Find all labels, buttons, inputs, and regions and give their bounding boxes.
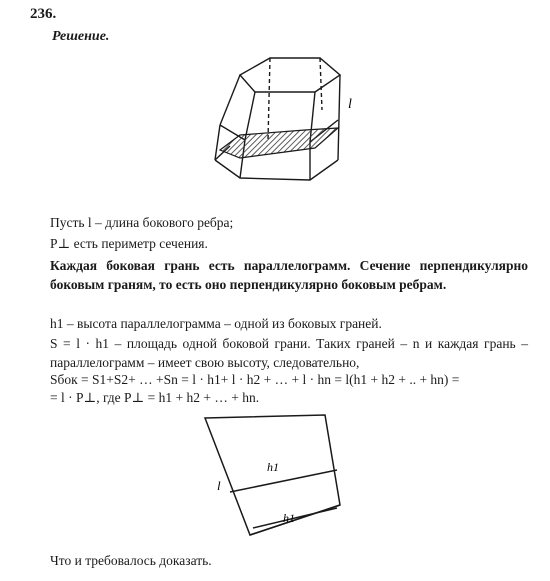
height-label-lower: h1 (283, 511, 295, 525)
conclusion-line: Что и требовалось доказать. (50, 553, 212, 568)
parallelogram-figure (195, 410, 370, 545)
text-line-1: Пусть l – длина бокового ребра; (50, 215, 234, 230)
edge-label-l: l (217, 478, 221, 493)
text-line-4: h1 – высота параллелограмма – одной из боковых граней. (50, 316, 382, 331)
lateral-edge (245, 92, 255, 140)
problem-number: 236. (30, 6, 57, 22)
prism-figure (210, 50, 370, 210)
text-line-2: P⊥ есть периметр сечения. (50, 236, 208, 251)
height-line-lower (250, 505, 340, 535)
lateral-edge (215, 125, 220, 160)
text-paragraph-3: Каждая боковая грань есть параллелограмм. Сечение перпендикулярно боковым граням, то есть оно перпендикулярно боковым ребрам. (50, 258, 528, 292)
lateral-edge (220, 75, 240, 125)
height-line-upper (230, 470, 337, 492)
perpendicular-section (220, 128, 338, 158)
bottom-face (215, 160, 338, 180)
solution-heading: Решение. (52, 29, 110, 44)
height-label-upper: h1 (267, 460, 279, 474)
top-face (240, 58, 340, 92)
parallelogram-outline (205, 415, 340, 535)
lateral-edge (338, 75, 340, 160)
formula-line-6: Sбок = S1+S2+ … +Sn = l · h1+ l · h2 + … + l · hn = l(h1 + h2 + .. + hn) = (50, 372, 460, 387)
formula-line-7: = l · P⊥, где P⊥ = h1 + h2 + … + hn. (50, 390, 260, 405)
hidden-edge (320, 58, 322, 110)
height-mark (253, 508, 337, 528)
edge-label: l (348, 97, 352, 112)
text-paragraph-5: S = l · h1 – площадь одной боковой грани. Таких граней – n и каждая грань – параллелограмм – имеет свою высоту, следовательно, (50, 336, 528, 370)
hidden-edge (268, 58, 270, 140)
